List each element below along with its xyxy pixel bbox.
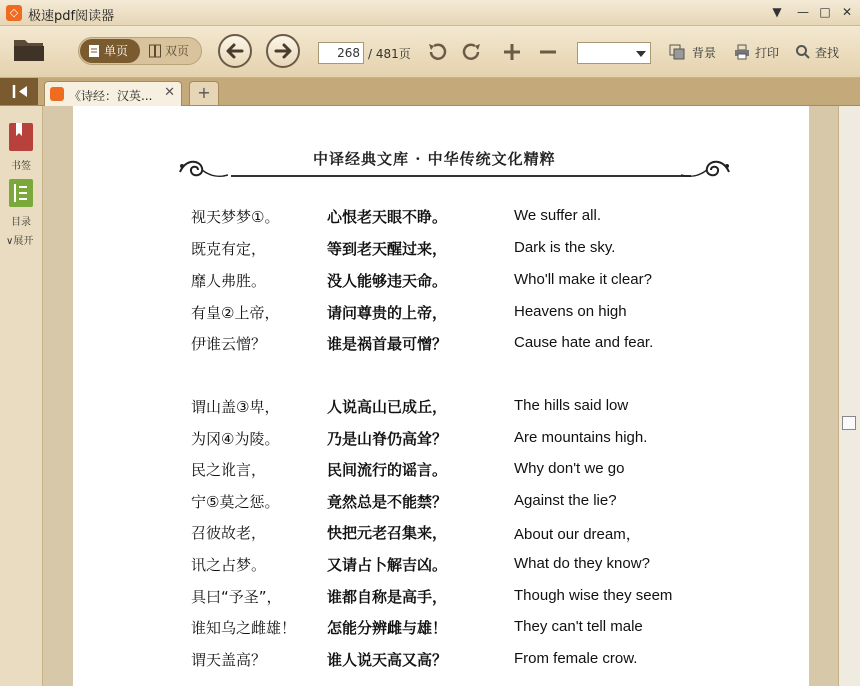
poem-line-modern: 又请占卜解吉凶。: [327, 556, 448, 574]
next-page-button[interactable]: [266, 34, 300, 68]
toolbar: [0, 26, 860, 78]
document-tab[interactable]: [44, 81, 182, 106]
poem-line-english: Dark is the sky.: [514, 239, 616, 256]
poem-line-original: 视天梦梦①。: [191, 208, 280, 226]
poem-line-original: 谓山盖③卑，: [191, 398, 280, 416]
bookmark-icon: [8, 122, 34, 152]
menu-dropdown-icon[interactable]: ▼: [772, 5, 782, 19]
poem-line-modern: 谁人说天高又高？: [327, 651, 448, 669]
poem-line-english: What do they know?: [514, 555, 650, 572]
poem-line-modern: 怎能分辨雌与雄！: [327, 619, 448, 637]
page-header: 中译经典文库 · 中华传统文化精粹: [313, 150, 556, 168]
poem-line-english: From female crow.: [514, 650, 638, 667]
background-icon[interactable]: [669, 44, 685, 60]
close-window-button[interactable]: ✕: [841, 5, 853, 19]
poem-line-english: Cause hate and fear.: [514, 334, 654, 351]
poem-line-modern: 谁是祸首最可憎？: [327, 335, 448, 353]
sidebar-item-bookmark[interactable]: [0, 122, 42, 172]
pdf-file-icon: [50, 87, 64, 101]
poem-line-modern: 快把元老召集来，: [327, 524, 448, 542]
poem-line-modern: 竟然总是不能禁？: [327, 493, 448, 511]
sidebar-bookmark-label: 书签: [11, 161, 31, 172]
double-page-icon: [149, 44, 161, 58]
app-logo-icon: ◇: [6, 5, 22, 21]
poem-line-english: Why don't we go: [514, 460, 625, 477]
single-page-label: 单页: [104, 44, 129, 58]
sidebar-expand-label: 展开: [13, 236, 34, 247]
poem-line-english: We suffer all.: [514, 207, 601, 224]
poem-line-original: 召彼故老，: [191, 524, 267, 542]
poem-line-modern: 民间流行的谣言。: [327, 461, 448, 479]
poem-line-original: 伊谁云憎？: [191, 335, 267, 353]
tab-bar: [0, 78, 860, 106]
tab-title: 《诗经：汉英...: [69, 89, 153, 103]
poem-line-english: Though wise they seem: [514, 587, 673, 604]
arrow-right-icon: [268, 36, 298, 66]
search-button[interactable]: 查找: [815, 46, 840, 60]
background-button[interactable]: 背景: [692, 46, 717, 60]
poem-line-modern: 心恨老天眼不睁。: [327, 208, 448, 226]
arrow-left-icon: [220, 36, 250, 66]
vertical-scrollbar[interactable]: [838, 106, 860, 686]
total-pages: / 481页: [368, 47, 411, 61]
open-folder-icon[interactable]: [13, 36, 45, 62]
pdf-page: [73, 106, 809, 686]
poem-line-english: They can't tell male: [514, 618, 643, 635]
chevron-down-icon: ∨: [6, 236, 14, 247]
zoom-select[interactable]: [577, 42, 651, 64]
poem-line-original: 具曰“予圣”，: [191, 588, 282, 606]
previous-page-button[interactable]: [218, 34, 252, 68]
search-icon[interactable]: [795, 44, 811, 60]
tab-close-icon[interactable]: ✕: [164, 85, 175, 100]
collapse-left-icon: [0, 78, 38, 105]
left-ornament-icon: [178, 156, 228, 182]
poem-line-original: 有皇②上帝，: [191, 304, 280, 322]
collapse-sidebar-button[interactable]: [0, 78, 38, 105]
poem-line-modern: 等到老天醒过来，: [327, 240, 448, 258]
scrollbar-thumb[interactable]: [842, 416, 856, 430]
zoom-in-icon[interactable]: [501, 41, 523, 63]
header-rule: [231, 175, 691, 177]
sidebar: [0, 106, 43, 686]
sidebar-expand-button[interactable]: [0, 232, 48, 247]
poem-line-original: 为冈④为陵。: [191, 430, 280, 448]
poem-line-modern: 人说高山已成丘，: [327, 398, 448, 416]
app-title: 极速pdf阅读器: [28, 9, 115, 24]
poem-line-english: Heavens on high: [514, 303, 627, 320]
poem-line-original: 谓天盖高？: [191, 651, 267, 669]
poem-line-modern: 乃是山脊仍高耸？: [327, 430, 448, 448]
sidebar-toc-label: 目录: [11, 217, 31, 228]
table-of-contents-icon: [8, 178, 34, 208]
poem-line-english: Against the lie?: [514, 492, 617, 509]
maximize-button[interactable]: □: [819, 5, 831, 19]
chevron-down-icon: [636, 51, 646, 57]
current-page-input[interactable]: 268: [318, 42, 364, 64]
poem-line-original: 讯之占梦。: [191, 556, 267, 574]
single-page-icon: [88, 44, 100, 58]
minimize-button[interactable]: —: [797, 5, 809, 19]
rotate-right-icon[interactable]: [460, 40, 484, 64]
poem-line-original: 既克有定，: [191, 240, 267, 258]
print-button[interactable]: 打印: [755, 46, 780, 60]
poem-line-english: Who'll make it clear?: [514, 271, 652, 288]
document-viewer[interactable]: [43, 106, 838, 686]
poem-line-modern: 请问尊贵的上帝，: [327, 304, 448, 322]
title-bar: [0, 0, 860, 26]
poem-line-original: 靡人弗胜。: [191, 272, 267, 290]
right-ornament-icon: [681, 156, 731, 182]
print-icon[interactable]: [734, 44, 750, 60]
new-tab-button[interactable]: +: [189, 81, 219, 105]
poem-line-original: 民之讹言，: [191, 461, 267, 479]
sidebar-item-toc[interactable]: [0, 178, 42, 228]
single-page-button[interactable]: [80, 39, 140, 63]
page-mode-toggle: [78, 37, 202, 65]
poem-line-original: 宁⑤莫之惩。: [191, 493, 280, 511]
poem-line-original: 谁知乌之雌雄！: [191, 619, 297, 637]
zoom-out-icon[interactable]: [537, 41, 559, 63]
poem-line-english: The hills said low: [514, 397, 629, 414]
rotate-left-icon[interactable]: [425, 40, 449, 64]
poem-line-english: Are mountains high.: [514, 429, 648, 446]
double-page-label: 双页: [165, 44, 190, 58]
poem-line-modern: 没人能够违天命。: [327, 272, 448, 290]
poem-line-modern: 谁都自称是高手，: [327, 588, 448, 606]
poem-line-english: About our dream，: [514, 526, 641, 543]
double-page-button[interactable]: [141, 39, 201, 63]
